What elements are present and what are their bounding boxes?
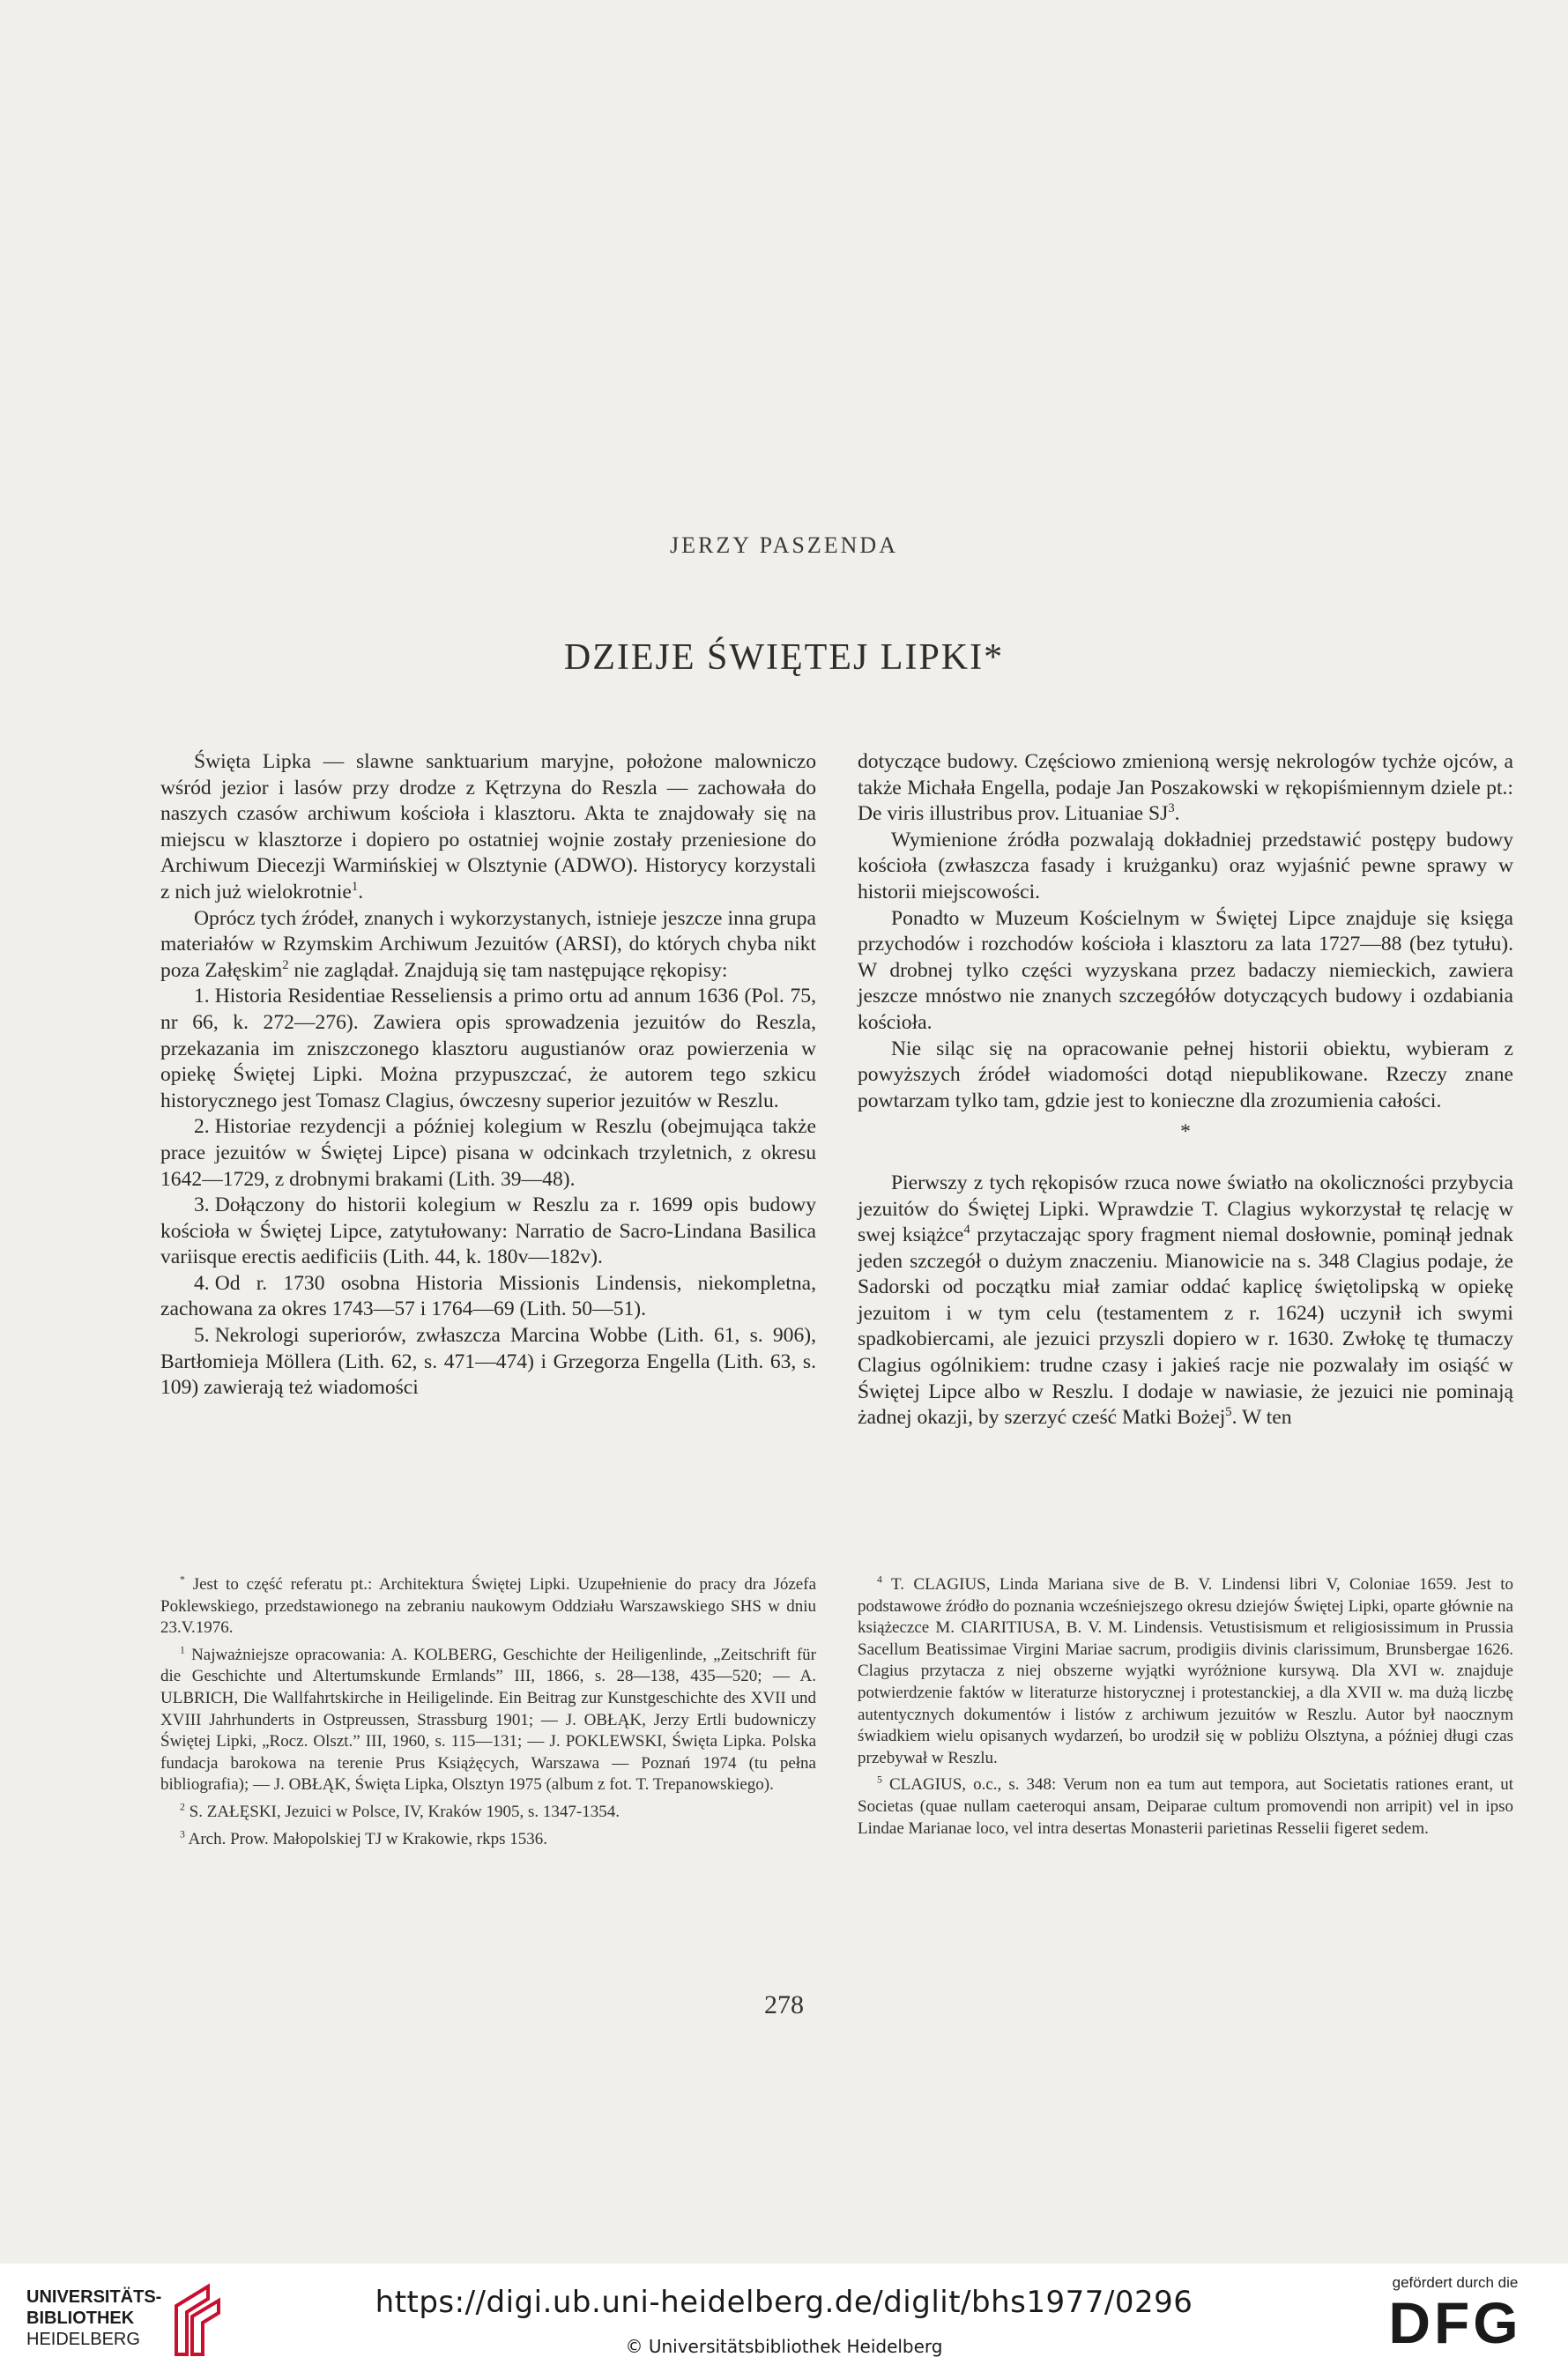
left-column	[160, 749, 816, 1402]
list-item: 2. Historiae rezydencji a później kolegium w Reszlu (obejmująca także prace jezuitów w Świętej Lipce) pisana w odcinkach trzyletnich, z okresu 1642—1729, z drobnymi brakami (Lith. 39—48).	[160, 1115, 816, 1191]
paragraph: Nie siląc się na opracowanie pełnej historii obiektu, wybieram z powyższych źródeł wiadomości dotąd niepublikowane. Rzeczy znane powtarzam tylko tam, gdzie jest to konieczne dla zrozumienia całości.	[858, 1037, 1513, 1112]
footer-bar	[0, 2264, 1568, 2372]
footnote: $^2$ S. ZAŁĘSKI, Jezuici w Polsce, IV, Kraków 1905, s. 1347-1354.	[180, 1801, 620, 1821]
footnote-ref[interactable]: 2	[282, 957, 289, 972]
page-number: 278	[764, 1990, 804, 2019]
footnotes-left	[160, 1574, 816, 1855]
library-logo[interactable]: UNIVERSITÄTS- BIBLIOTHEK HEIDELBERG	[26, 2279, 229, 2359]
paragraph: Święta Lipka — slawne sanktuarium maryjne, położone malowniczo wśród jezior i lasów przy drodze z Kętrzyna do Reszla — zachowała do naszych czasów archiwum kościoła i klasztoru. Akta te znajdowały się na miejscu w klasztorze i dopiero po ostatniej wojnie zostały przeniesione do Archiwum Diecezji Warmińskiej w Olsztynie (ADWO). Historycy korzystali z nich już wielokrotnie$^1$.	[160, 750, 816, 903]
footnote-ref[interactable]: 5	[1225, 1405, 1232, 1420]
copyright-notice: © Universitätsbibliothek Heidelberg	[625, 2336, 943, 2357]
list-item: 3. Dołączony do historii kolegium w Reszlu za r. 1699 opis budowy kościoła w Świętej Lipce, zatytułowany: Narratio de Sacro-Lindana Basilica variisque erectis aedificiis (Lith. 44, k. 180v—182v).	[160, 1193, 816, 1269]
paragraph: dotyczące budowy. Częściowo zmienioną wersję nekrologów tychże ojców, a także Michała Engella, podaje Jan Poszakowski w rękopiśmiennym dziele pt.: De viris illustribus prov. Lituaniae $SJ^3$.	[858, 750, 1513, 826]
document-url-link[interactable]: https://digi.ub.uni-heidelberg.de/diglit/bhs1977/0296	[375, 2285, 1193, 2320]
footnote-ref[interactable]: 3	[1168, 801, 1175, 816]
list-item: 5. Nekrologi superiorów, zwłaszcza Marcina Wobbe (Lith. 61, s. 906), Bartłomieja Möllera (Lith. 62, s. 471—474) i Grzegorza Engella (Lith. 63, s. 109) zawierają też wiadomości	[160, 1324, 816, 1400]
footnote-ref[interactable]: 1	[351, 880, 359, 895]
footnote: * Jest to część referatu pt.: Architektura Świętej Lipki. Uzupełnienie do pracy dra Józefa Poklewskiego, przedstawionego na zebraniu naukowym Oddziału Warszawskiego SHS w dniu 23.V.1976.	[160, 1573, 817, 1638]
footnote-ref[interactable]: 4	[963, 1223, 970, 1238]
dfg-logo[interactable]: gefördert durch die DFG	[1388, 2274, 1522, 2355]
footnotes-right	[858, 1574, 1513, 1845]
list-item: 4. Od r. 1730 osobna Historia Missionis Lindensis, niekompletna, zachowana za okres 1743—57 i 1764—69 (Lith. 50—51).	[160, 1271, 816, 1321]
article-title: DZIEJE ŚWIĘTEJ LIPKI*	[563, 637, 1005, 678]
author-name: JERZY PASZENDA	[670, 532, 898, 558]
list-item: 1. Historia Residentiae Resseliensis a primo ortu ad annum 1636 (Pol. 75, nr 66, k. 272—276). Zawiera opis sprowadzenia jezuitów do Reszla, przekazania im zniszczonego klasztoru augustianów oraz powierzenia w opiekę Świętej Lipki. Można przypuszczać, że autorem tego szkicu historycznego jest Tomasz Clagius, ówczesny superior jezuitów w Reszlu.	[160, 985, 816, 1112]
footnote: $^3$ Arch. Prow. Małopolskiej TJ w Krakowie, rkps 1536.	[180, 1828, 547, 1848]
footnote: $^1$ Najważniejsze opracowania: A. KOLBERG, Geschichte der Heiligenlinde, „Zeitschrift für die Geschichte und Altertumskunde Ermlands” III, 1866, s. 28—138, 435—520; — A. ULBRICH, Die Wallfahrtskirche in Heiligelinde. Ein Beitrag zur Kunstgeschichte des XVII und XVIII Jahrhunderts in Ostpreussen, Strassburg 1901; — J. OBŁĄK, Jerzy Ertli budowniczy Świętej Lipki, „Rocz. Olszt.” III, 1960, s. 115—131; — J. POKLEWSKI, Święta Lipka. Polska fundacja barokowa na terenie Prus Książęcych, Warszawa — Poznań 1974 (tu pełna bibliografia); — J. OBŁĄK, Święta Lipka, Olsztyn 1975 (album z fot. T. Trepanowskiego).	[160, 1644, 816, 1795]
section-separator: *	[1180, 1120, 1191, 1144]
footnote: $^5$ CLAGIUS, o.c., s. 348: Verum non ea tum aut tempora, aut Societatis rationes erant, ut Societas (quae nullam caeteroqui ansam, Deiparae cultum promovendi non arripit) vel in ipso Lindae Marianae loco, vel intra desertas Monasterii parietinas Resselii figeret sedem.	[858, 1774, 1514, 1838]
paragraph: Ponadto w Muzeum Kościelnym w Świętej Lipce znajduje się księga przychodów i rozchodów kościoła i klasztoru za lata 1727—88 (bez tytułu). W drobnej tylko części wyzyskana przez badaczy niemieckich, zawiera jeszcze mnóstwo nie znanych szczegółów dotyczących budowy i ozdabiania kościoła.	[858, 906, 1513, 1034]
paragraph: Oprócz tych źródeł, znanych i wykorzystanych, istnieje jeszcze inna grupa materiałów w Rzymskim Archiwum Jezuitów (ARSI), do których chyba nikt poza Załęskim$^2$ nie zaglądał. Znajdują się tam następujące rękopisy:	[160, 906, 816, 982]
right-column	[858, 749, 1513, 1431]
manuscript-list	[160, 984, 816, 1402]
paragraph: Pierwszy z tych rękopisów rzuca nowe światło na okoliczności przybycia jezuitów do Świętej Lipki. Wprawdzie T. Clagius wykorzystał tę relację w swej książce$^4$ przytaczając spory fragment niemal dosłownie, pominął jednak jeden szczegół o dużym znaczeniu. Mianowicie na s. 348 Clagius podaje, że Sadorski od początku miał zamiar oddać kaplicę świętolipską w opiekę jezuitom i w tym celu (testamentem z r. 1624) uczynił ich swymi spadkobiercami, ale jezuici przyszli dopiero w r. 1630. Zwłokę tę tłumaczy Clagius ogólnikiem: trudne czasy i jakieś racje nie pozwalały im osiąść w Świętej Lipce albo w Reszlu. I dodaje w nawiasie, że jezuici nie pominają żadnej okazji, by szerzyć cześć Matki Bożej$^5$. W ten	[858, 1171, 1513, 1430]
paragraph: Wymienione źródła pozwalają dokładniej przedstawić postępy budowy kościoła (zwłaszcza fasady i krużganku) oraz wyjaśnić pewne sprawy w historii miejscowości.	[858, 828, 1513, 903]
footnote: $^4$ T. CLAGIUS, Linda Mariana sive de B. V. Lindensi libri V, Coloniae 1659. Jest to podstawowe źródło do poznania wcześniejszego okresu dziejów Świętej Lipki, oparte głównie na książeczce M. CIARITIUSA, B. V. M. Lindensis. Vetustisismum et religiosissimum in Prussia Sacellum Beatissimae Virgini Mariae sacrum, prodigiis divinis clarissimum, Brunsbergae 1626. Clagius przytacza z niej obszerne wyjątki wyróżnione kursywą. Dla XVI w. znajduje potwierdzenie faktów w literaturze historycznej i protestanckiej, a dla XVII w. ma dużą liczbę autentycznych dokumentów i listów z archiwum jezuitów w Reszlu. Autor był naocznym świadkiem wielu opisanych wydarzeń, bo urodził się w pobliżu Olsztyna, a później długi czas przebywał w Reszlu.	[858, 1573, 1513, 1767]
